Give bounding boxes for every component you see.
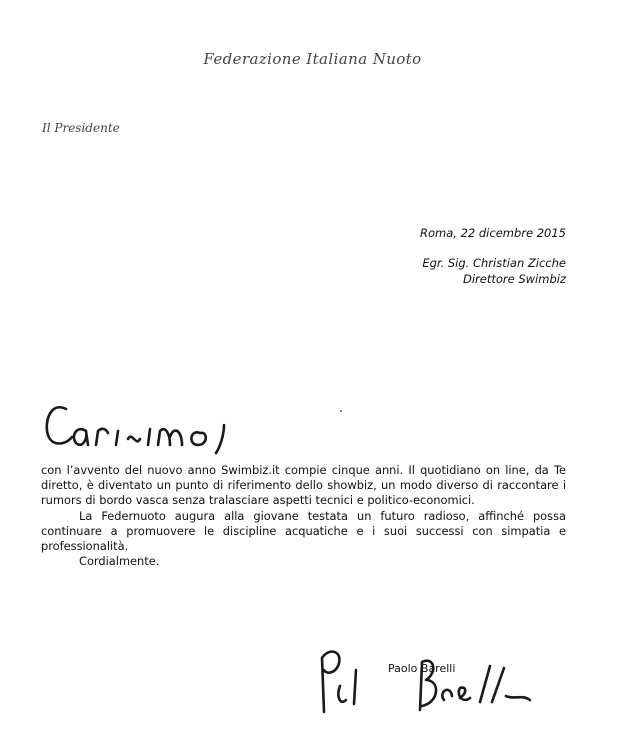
signer-name: Paolo Barelli xyxy=(388,662,456,675)
handwritten-signature xyxy=(310,640,550,720)
handwritten-salutation xyxy=(40,395,280,455)
body-paragraph-1: con l’avvento del nuovo anno Swimbiz.it compie cinque anni. Il quotidiano on line, da Te diretto, è diventato un punto di riferimento dello showbiz, un modo diverso di raccontare i rumors di bordo vasca senza tralasciare aspetti tecnici e politico-economici. xyxy=(41,463,566,508)
letter-body xyxy=(41,463,566,569)
body-paragraph-2: La Federnuoto augura alla giovane testata un futuro radioso, affinché possa continuare a promuovere le discipline acquatiche e i suoi successi con simpatia e professionalità. xyxy=(41,508,566,554)
letterhead-organization: Federazione Italiana Nuoto xyxy=(203,50,422,68)
recipient-title: Direttore Swimbiz xyxy=(462,272,566,286)
closing: Cordialmente. xyxy=(79,554,160,569)
ink-dot xyxy=(340,410,342,412)
letterhead-role: Il Presidente xyxy=(42,121,120,135)
place-date: Roma, 22 dicembre 2015 xyxy=(420,226,566,240)
recipient-name: Egr. Sig. Christian Zicche xyxy=(422,256,566,270)
recipient-block xyxy=(422,255,566,287)
